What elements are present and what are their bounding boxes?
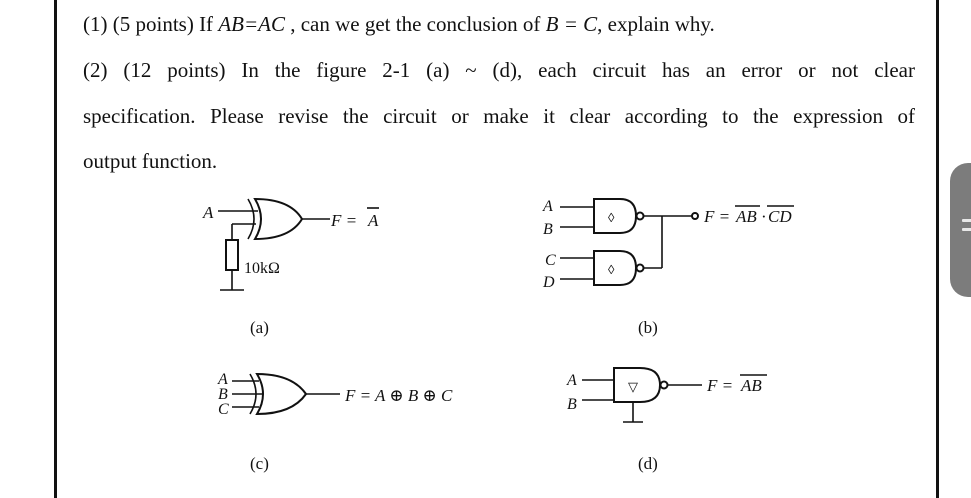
question-1-suffix: , explain why. bbox=[597, 12, 715, 36]
figure-a bbox=[202, 199, 379, 337]
figure-b-caption: (b) bbox=[638, 318, 658, 337]
resistor-10k bbox=[226, 240, 238, 270]
question-2-line-1: (2) (12 points) In the figure 2-1 (a) ~ (d), each circuit has an error or not clear bbox=[83, 58, 915, 82]
figure-b-term-2: CD bbox=[768, 207, 792, 226]
figure-b-input-d: D bbox=[543, 274, 555, 291]
inversion-bubble bbox=[637, 265, 644, 272]
nand-gate-b2 bbox=[594, 251, 636, 285]
question-1-middle: , can we get the conclusion of bbox=[284, 12, 546, 36]
inversion-bubble bbox=[637, 213, 644, 220]
figure-d-term: AB bbox=[741, 376, 762, 395]
gate-b2-symbol: ◊ bbox=[608, 262, 615, 277]
question-1-prefix: (1) (5 points) If bbox=[83, 12, 219, 36]
figure-b-output-label: F = bbox=[704, 207, 731, 226]
figure-c-input-b: B bbox=[218, 386, 228, 403]
xor-gate-a bbox=[255, 199, 302, 239]
nand-gate-b1 bbox=[594, 199, 636, 233]
xor-extra-arc bbox=[248, 199, 254, 239]
figure-d-input-b: B bbox=[567, 396, 577, 413]
figure-a-output-label: F = bbox=[331, 211, 358, 230]
figure-d-input-a: A bbox=[567, 372, 577, 389]
question-1-equation-1: AB=AC bbox=[218, 12, 285, 36]
figure-c-input-c: C bbox=[218, 401, 229, 418]
figure-b-input-c: C bbox=[545, 252, 556, 269]
figure-d-output-label: F = bbox=[707, 376, 734, 395]
figure-d-caption: (d) bbox=[638, 454, 658, 473]
inversion-bubble bbox=[661, 382, 668, 389]
gate-b1-symbol: ◊ bbox=[608, 210, 615, 225]
question-2-line-3: output function. bbox=[83, 149, 218, 173]
gate-d-symbol: ▽ bbox=[628, 379, 638, 394]
figure-c-input-a: A bbox=[218, 371, 228, 388]
figure-a-caption: (a) bbox=[250, 318, 269, 337]
figure-b-term-1: AB bbox=[736, 207, 757, 226]
output-terminal bbox=[692, 213, 698, 219]
figure-b-dot: · bbox=[761, 207, 767, 226]
xor-gate-c bbox=[257, 374, 306, 414]
figure-c-output: F = A ⊕ B ⊕ C bbox=[345, 386, 453, 405]
figure-a-input-a: A bbox=[203, 203, 214, 222]
question-2-line-2: specification. Please revise the circuit or make it clear according to the expression of bbox=[83, 104, 915, 128]
figure-a-output-var: A bbox=[368, 211, 379, 230]
figure-b-input-b: B bbox=[543, 221, 553, 238]
figure-b bbox=[542, 198, 794, 337]
question-1-equation-2: B = C bbox=[545, 12, 598, 36]
figure-c bbox=[217, 371, 453, 473]
resistor-value: 10kΩ bbox=[244, 260, 280, 277]
figure-c-caption: (c) bbox=[250, 454, 269, 473]
figure-d bbox=[566, 368, 767, 473]
figure-b-input-a: A bbox=[543, 198, 553, 215]
